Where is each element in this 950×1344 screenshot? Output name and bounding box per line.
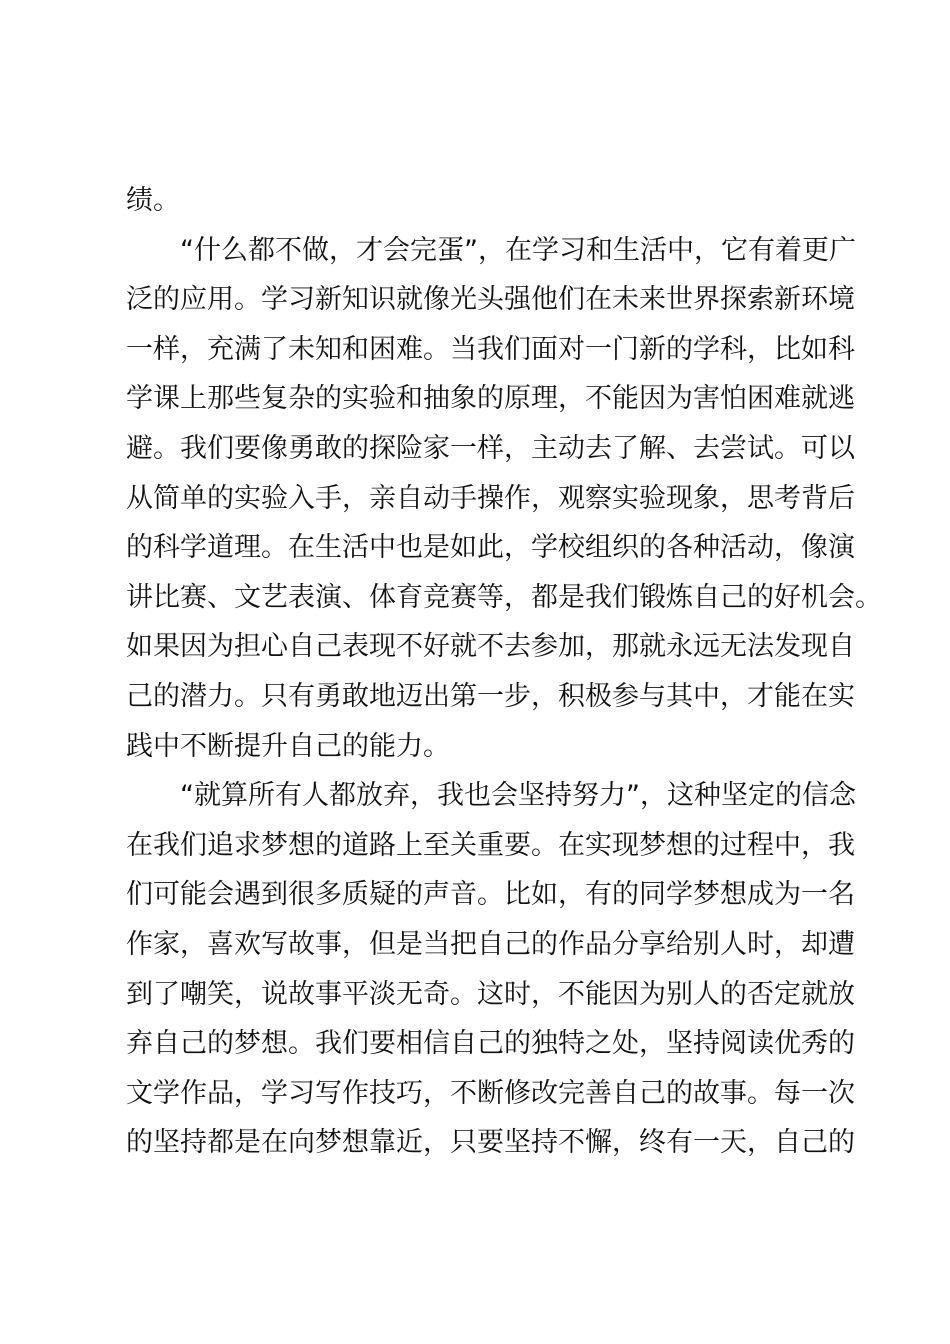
text-line: 弃自己的梦想。我们要相信自己的独特之处，坚持阅读优秀的 <box>126 1028 855 1060</box>
text-line: 到了嘲笑，说故事平淡无奇。这时，不能因为别人的否定就放 <box>126 978 855 1010</box>
text-line: “什么都不做，才会完蛋”，在学习和生活中，它有着更广 <box>126 234 856 266</box>
body-text <box>126 176 882 1168</box>
text-line: 如果因为担心自己表现不好就不去参加，那就永远无法发现自 <box>126 631 855 663</box>
text-line: 己的潜力。只有勇敢地迈出第一步，积极参与其中，才能在实 <box>126 680 855 712</box>
text-line: 的坚持都是在向梦想靠近，只要坚持不懈，终有一天，自己的 <box>126 1127 855 1159</box>
text-line: 学课上那些复杂的实验和抽象的原理，不能因为害怕困难就逃 <box>126 383 855 415</box>
text-line: 绩。 <box>126 185 180 216</box>
text-line: 一样，充满了未知和困难。当我们面对一门新的学科，比如科 <box>126 333 855 365</box>
text-line: “就算所有人都放弃，我也会坚持努力”，这种坚定的信念 <box>126 780 856 812</box>
text-line: 讲比赛、文艺表演、体育竞赛等，都是我们锻炼自己的好机会。 <box>126 581 882 613</box>
text-line: 泛的应用。学习新知识就像光头强他们在未来世界探索新环境 <box>126 284 855 316</box>
text-line: 践中不断提升自己的能力。 <box>126 730 450 762</box>
text-line: 文学作品，学习写作技巧，不断修改完善自己的故事。每一次 <box>126 1077 855 1109</box>
text-line: 避。我们要像勇敢的探险家一样，主动去了解、去尝试。可以 <box>126 432 855 464</box>
text-line: 们可能会遇到很多质疑的声音。比如，有的同学梦想成为一名 <box>126 879 855 911</box>
text-line: 在我们追求梦想的道路上至关重要。在实现梦想的过程中，我 <box>126 829 855 861</box>
text-line: 作家，喜欢写故事，但是当把自己的作品分享给别人时，却遭 <box>126 928 855 960</box>
text-line: 从简单的实验入手，亲自动手操作，观察实验现象，思考背后 <box>126 482 855 514</box>
text-line: 的科学道理。在生活中也是如此，学校组织的各种活动，像演 <box>126 532 855 564</box>
